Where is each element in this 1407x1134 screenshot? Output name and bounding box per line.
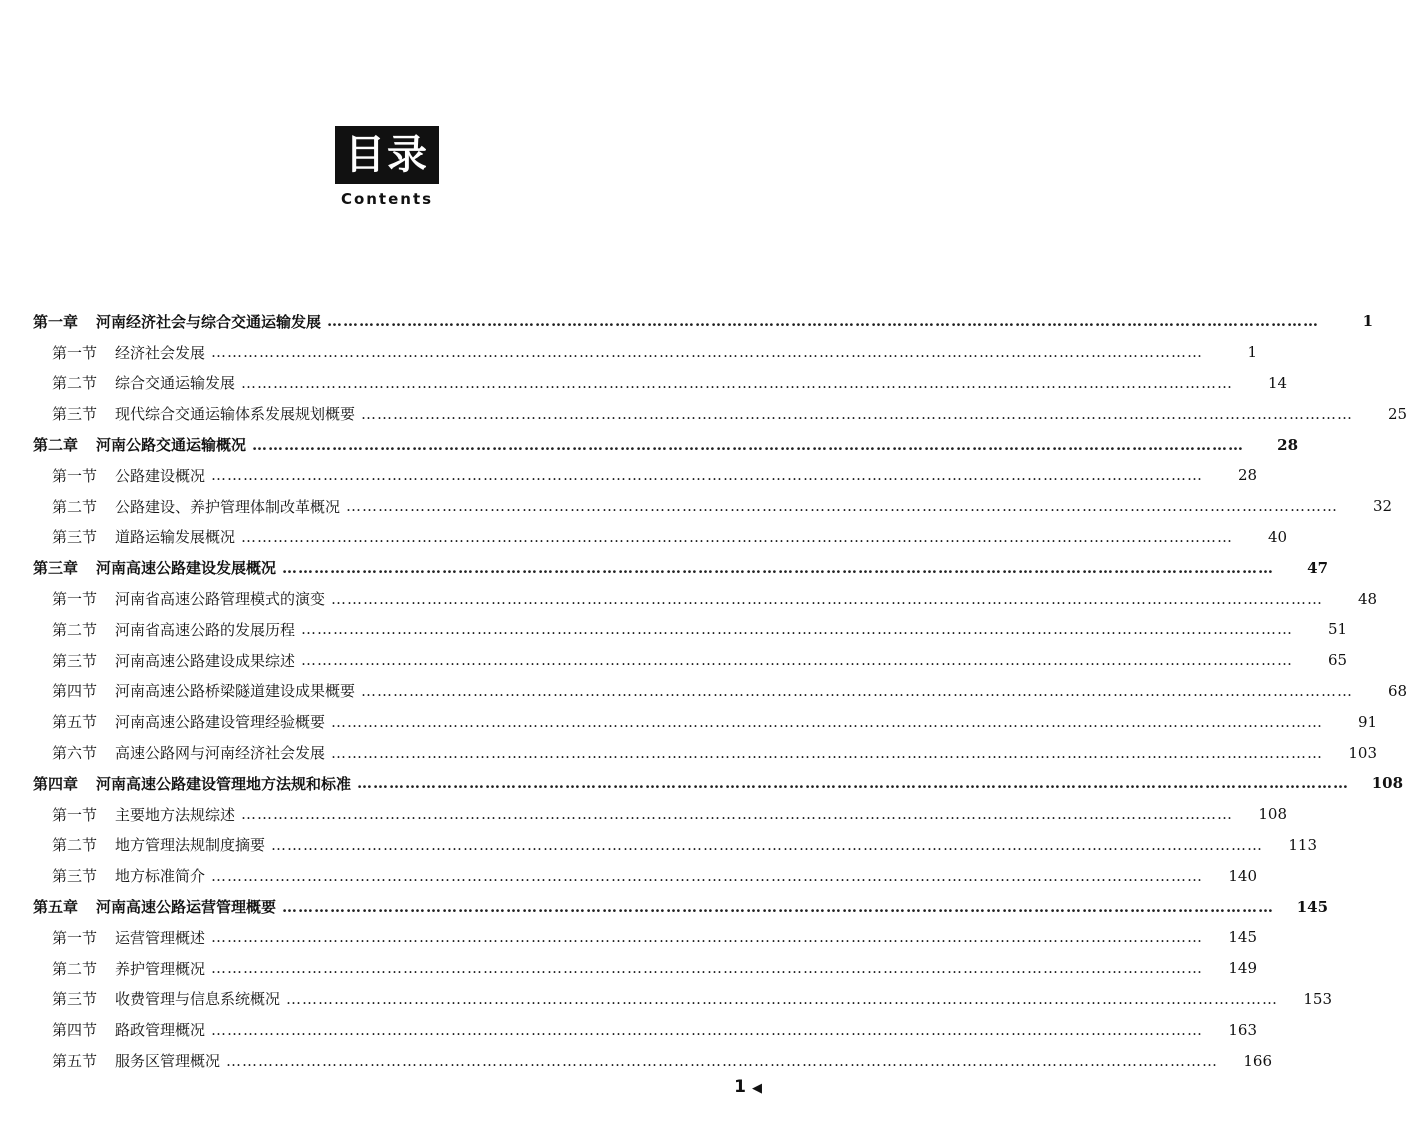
toc-chapter-entry[interactable] [0,552,1329,583]
toc-entry-number: 第六节 [52,744,98,763]
toc-entry-title: 河南高速公路建设成果综述 [115,651,296,670]
toc-dot-leader: …………………………………………………………………………………………………………………………………………………………………… [241,805,1234,824]
toc-entry-title: 河南经济社会与综合交通运输发展 [96,312,322,331]
toc-section-entry[interactable] [0,368,1288,399]
toc-entry-title: 现代综合交通运输体系发展规划概要 [115,405,356,424]
toc-entry-number: 第四章 [33,774,79,793]
table-of-contents [0,306,1407,1076]
toc-entry-page: 145 [1296,897,1329,916]
toc-dot-leader: …………………………………………………………………………………………………………………………………………………………………… [271,835,1264,854]
toc-entry-title: 地方管理法规制度摘要 [115,836,266,855]
toc-entry-number: 第二节 [52,497,98,516]
toc-entry-title: 主要地方法规综述 [115,805,236,824]
toc-dot-leader: …………………………………………………………………………………………………………………………………………………………………… [331,743,1324,762]
toc-dot-leader: …………………………………………………………………………………………………………………………………………………………………… [211,928,1204,947]
toc-entry-number: 第三节 [52,867,98,886]
toc-entry-number: 第一章 [33,312,79,331]
toc-entry-page: 47 [1307,558,1329,577]
toc-entry-page: 153 [1303,989,1333,1008]
toc-section-entry[interactable] [0,953,1258,984]
toc-entry-title: 地方标准简介 [115,867,206,886]
toc-entry-page: 51 [1327,620,1348,639]
toc-entry-number: 第一节 [52,343,98,362]
toc-entry-number: 第三节 [52,405,98,424]
toc-entry-page: 145 [1228,928,1258,947]
toc-dot-leader: …………………………………………………………………………………………………………………………………………………………………… [211,866,1204,885]
toc-entry-title: 高速公路网与河南经济社会发展 [115,744,326,763]
toc-section-entry[interactable] [0,984,1333,1015]
toc-entry-page: 32 [1372,497,1393,516]
toc-entry-number: 第一节 [52,928,98,947]
toc-dot-leader: …………………………………………………………………………………………………………………………………………………………………… [286,989,1279,1008]
toc-entry-title: 河南高速公路运营管理概要 [96,898,277,917]
toc-entry-page: 113 [1288,835,1318,854]
toc-section-entry[interactable] [0,1045,1273,1076]
toc-entry-title: 河南公路交通运输概况 [96,436,247,455]
toc-section-entry[interactable] [0,460,1258,491]
toc-dot-leader: …………………………………………………………………………………………………………………………………………………………………… [327,312,1320,331]
toc-dot-leader: …………………………………………………………………………………………………………………………………………………………………… [282,558,1275,577]
toc-dot-leader: …………………………………………………………………………………………………………………………………………………………………… [346,497,1339,516]
toc-dot-leader: …………………………………………………………………………………………………………………………………………………………………… [211,959,1204,978]
toc-section-entry[interactable] [0,799,1288,830]
toc-entry-title: 河南高速公路建设管理地方法规和标准 [96,774,352,793]
toc-entry-page: 25 [1387,404,1407,423]
toc-chapter-entry[interactable] [0,768,1404,799]
toc-dot-leader: …………………………………………………………………………………………………………………………………………………………………… [361,404,1354,423]
toc-entry-page: 140 [1228,866,1258,885]
toc-dot-leader: …………………………………………………………………………………………………………………………………………………………………… [241,527,1234,546]
toc-section-entry[interactable] [0,830,1318,861]
toc-chapter-entry[interactable] [0,429,1299,460]
toc-chapter-entry[interactable] [0,891,1329,922]
toc-section-entry[interactable] [0,860,1258,891]
toc-section-entry[interactable] [0,676,1407,707]
toc-entry-title: 服务区管理概况 [115,1052,221,1071]
toc-entry-title: 河南高速公路建设管理经验概要 [115,713,326,732]
toc-entry-title: 综合交通运输发展 [115,374,236,393]
toc-entry-number: 第二章 [33,436,79,455]
toc-entry-title: 公路建设概况 [115,466,206,485]
toc-entry-page: 40 [1267,527,1288,546]
toc-entry-number: 第三章 [33,559,79,578]
toc-entry-page: 48 [1357,589,1378,608]
page-subtitle: Contents [340,190,434,208]
toc-entry-page: 14 [1267,373,1288,392]
toc-entry-number: 第二节 [52,836,98,855]
toc-section-entry[interactable] [0,922,1258,953]
toc-section-entry[interactable] [0,645,1348,676]
page-number: 1 [734,1077,746,1097]
toc-entry-number: 第二节 [52,620,98,639]
toc-entry-page: 68 [1387,681,1407,700]
toc-entry-number: 第五节 [52,713,98,732]
toc-dot-leader: …………………………………………………………………………………………………………………………………………………………………… [252,435,1245,454]
toc-chapter-entry[interactable] [0,306,1374,337]
toc-entry-page: 1 [1247,343,1258,362]
toc-section-entry[interactable] [0,583,1378,614]
page-marker-arrow-icon: ◀ [752,1081,762,1096]
toc-entry-title: 河南省高速公路管理模式的演变 [115,590,326,609]
contents-heading [335,126,439,208]
toc-dot-leader: …………………………………………………………………………………………………………………………………………………………………… [211,1020,1204,1039]
toc-entry-number: 第二节 [52,959,98,978]
toc-dot-leader: …………………………………………………………………………………………………………………………………………………………………… [301,620,1294,639]
toc-entry-title: 河南高速公路建设发展概况 [96,559,277,578]
toc-entry-number: 第二节 [52,374,98,393]
toc-entry-title: 道路运输发展概况 [115,528,236,547]
toc-entry-number: 第五章 [33,898,79,917]
toc-section-entry[interactable] [0,737,1378,768]
toc-entry-title: 路政管理概况 [115,1021,206,1040]
toc-section-entry[interactable] [0,706,1378,737]
toc-section-entry[interactable] [0,522,1288,553]
toc-entry-page: 149 [1228,959,1258,978]
toc-section-entry[interactable] [0,1014,1258,1045]
toc-dot-leader: …………………………………………………………………………………………………………………………………………………………………… [226,1051,1219,1070]
toc-entry-title: 运营管理概述 [115,928,206,947]
toc-dot-leader: …………………………………………………………………………………………………………………………………………………………………… [331,589,1324,608]
toc-dot-leader: …………………………………………………………………………………………………………………………………………………………………… [211,343,1204,362]
page-title: 目录 [335,126,439,184]
toc-entry-title: 河南省高速公路的发展历程 [115,620,296,639]
toc-entry-title: 河南高速公路桥梁隧道建设成果概要 [115,682,356,701]
toc-entry-number: 第三节 [52,528,98,547]
toc-entry-title: 公路建设、养护管理体制改革概况 [115,497,341,516]
toc-entry-title: 收费管理与信息系统概况 [115,990,281,1009]
toc-entry-page: 65 [1327,651,1348,670]
toc-entry-number: 第三节 [52,651,98,670]
toc-dot-leader: …………………………………………………………………………………………………………………………………………………………………… [241,373,1234,392]
toc-entry-page: 166 [1243,1051,1273,1070]
toc-dot-leader: …………………………………………………………………………………………………………………………………………………………………… [357,774,1350,793]
toc-dot-leader: …………………………………………………………………………………………………………………………………………………………………… [331,712,1324,731]
toc-entry-page: 28 [1237,466,1258,485]
toc-entry-number: 第三节 [52,990,98,1009]
toc-dot-leader: …………………………………………………………………………………………………………………………………………………………………… [361,681,1354,700]
toc-entry-number: 第四节 [52,682,98,701]
toc-entry-page: 28 [1277,435,1299,454]
toc-entry-title: 养护管理概况 [115,959,206,978]
toc-section-entry[interactable] [0,614,1348,645]
toc-dot-leader: …………………………………………………………………………………………………………………………………………………………………… [301,651,1294,670]
toc-entry-number: 第一节 [52,466,98,485]
toc-entry-number: 第一节 [52,590,98,609]
toc-entry-number: 第五节 [52,1052,98,1071]
toc-section-entry[interactable] [0,491,1393,522]
toc-entry-page: 163 [1228,1020,1258,1039]
page-footer [734,1077,762,1097]
toc-section-entry[interactable] [0,337,1258,368]
toc-dot-leader: …………………………………………………………………………………………………………………………………………………………………… [211,466,1204,485]
toc-dot-leader: …………………………………………………………………………………………………………………………………………………………………… [282,897,1275,916]
toc-entry-number: 第一节 [52,805,98,824]
toc-entry-page: 91 [1357,712,1378,731]
toc-entry-page: 103 [1348,743,1378,762]
toc-entry-page: 1 [1362,312,1374,331]
toc-entry-page: 108 [1258,805,1288,824]
toc-entry-number: 第四节 [52,1021,98,1040]
toc-section-entry[interactable] [0,398,1407,429]
toc-entry-title: 经济社会发展 [115,343,206,362]
toc-entry-page: 108 [1371,774,1404,793]
